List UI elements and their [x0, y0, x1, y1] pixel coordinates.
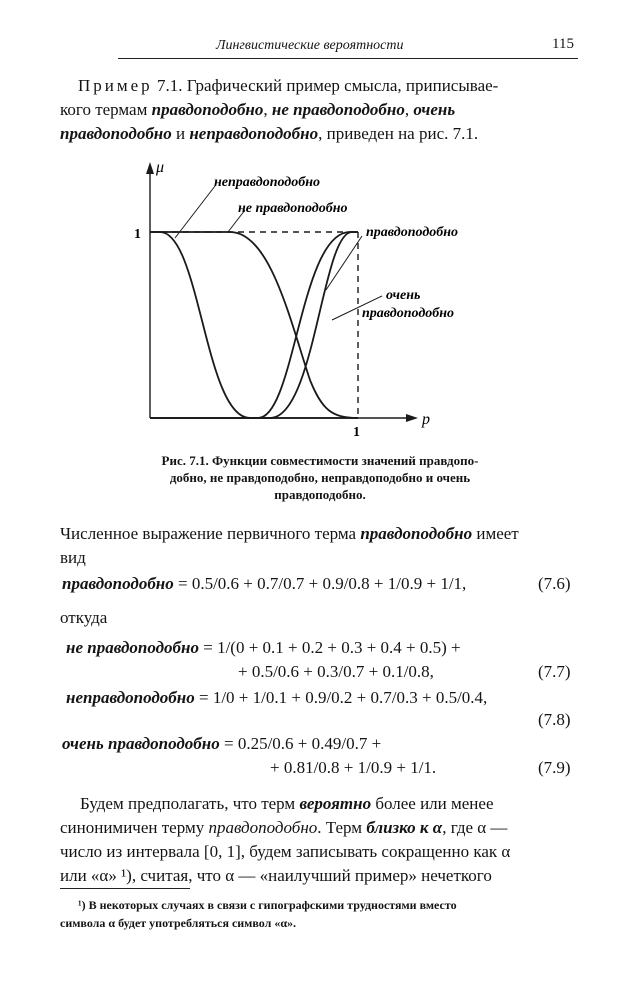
equation-7-6: правдоподобно = 0.5/0.6 + 0.7/0.7 + 0.9/0.8 + 1/0.9 + 1/1, — [62, 574, 467, 593]
footnote-line-2: символа α будет употребляться символ «α». — [60, 916, 297, 930]
equation-7-7-line-1: не правдоподобно = 1/(0 + 0.1 + 0.2 + 0.3 + 0.4 + 0.5) + — [66, 638, 461, 657]
footnote-rule — [60, 888, 190, 889]
body1-line-2: вид — [60, 548, 86, 567]
label-likely: правдоподобно — [366, 225, 459, 240]
equation-7-7-line-2: + 0.5/0.6 + 0.3/0.7 + 0.1/0.8, — [238, 662, 434, 681]
body2-line-3: число из интервала [0, 1], будем записывать сокращенно как α — [60, 842, 511, 861]
x-tick-label: 1 — [353, 425, 360, 440]
curve-not-likely-2 — [150, 232, 358, 418]
equation-number-7-7: (7.7) — [538, 662, 571, 681]
body2-line-4: или «α» ¹), считая, что α — «наилучший пример» нечеткого — [60, 866, 492, 885]
equation-number-7-8: (7.8) — [538, 710, 571, 729]
y-tick-label: 1 — [134, 227, 141, 242]
equation-number-7-6: (7.6) — [538, 574, 571, 593]
otkuda-text: откуда — [60, 608, 108, 627]
leader-not-likely — [175, 186, 215, 238]
body-paragraph-1 — [60, 522, 580, 570]
y-axis-label: μ — [156, 159, 165, 176]
intro-line-1: Пример 7.1. Графический пример смысла, приписывае- — [78, 76, 499, 95]
body2-line-2: синонимичен терму правдоподобно. Терм близко к α, где α — — [60, 818, 508, 837]
equation-7-9-line-2: + 0.81/0.8 + 1/0.9 + 1/1. — [270, 758, 437, 777]
equation-7-8: неправдоподобно = 1/0 + 1/0.1 + 0.9/0.2 + 0.7/0.3 + 0.5/0.4, — [66, 688, 488, 707]
curve-not-likely — [150, 232, 358, 418]
x-axis-label: p — [422, 411, 430, 428]
y-axis-arrow — [146, 162, 154, 174]
intro-line-2: кого термам правдоподобно, не правдоподобно, очень — [60, 100, 456, 119]
figure-7-1 — [0, 0, 619, 450]
x-axis-arrow — [406, 414, 418, 422]
curve-very-likely — [150, 232, 358, 418]
label-very: очень — [386, 288, 421, 303]
page-number: 115 — [552, 36, 574, 52]
label-not-likely-2: не правдоподобно — [238, 201, 348, 216]
header-title: Лингвистические вероятности — [216, 38, 404, 53]
equation-number-7-9: (7.9) — [538, 758, 571, 777]
curve-likely — [150, 232, 358, 418]
footnote — [60, 896, 580, 932]
label-very-2: правдоподобно — [362, 306, 455, 321]
figure-caption: Рис. 7.1. Функции совместимости значений правдопо- добно, не правдоподобно, неправдоподобно и очень правдоподобно. — [161, 453, 479, 502]
equation-7-9-line-1: очень правдоподобно = 0.25/0.6 + 0.49/0.7 + — [62, 734, 382, 753]
body-paragraph-2 — [60, 792, 580, 888]
label-not-likely: неправдоподобно — [214, 175, 321, 190]
intro-line-3: правдоподобно и неправдоподобно, приведен на рис. 7.1. — [60, 124, 479, 143]
footnote-line-1: ¹) В некоторых случаях в связи с гипографскими трудностями вместо — [78, 898, 457, 912]
body1-line-1: Численное выражение первичного терма правдоподобно имеет — [60, 524, 519, 543]
body2-line-1: Будем предполагать, что терм вероятно более или менее — [80, 794, 494, 813]
